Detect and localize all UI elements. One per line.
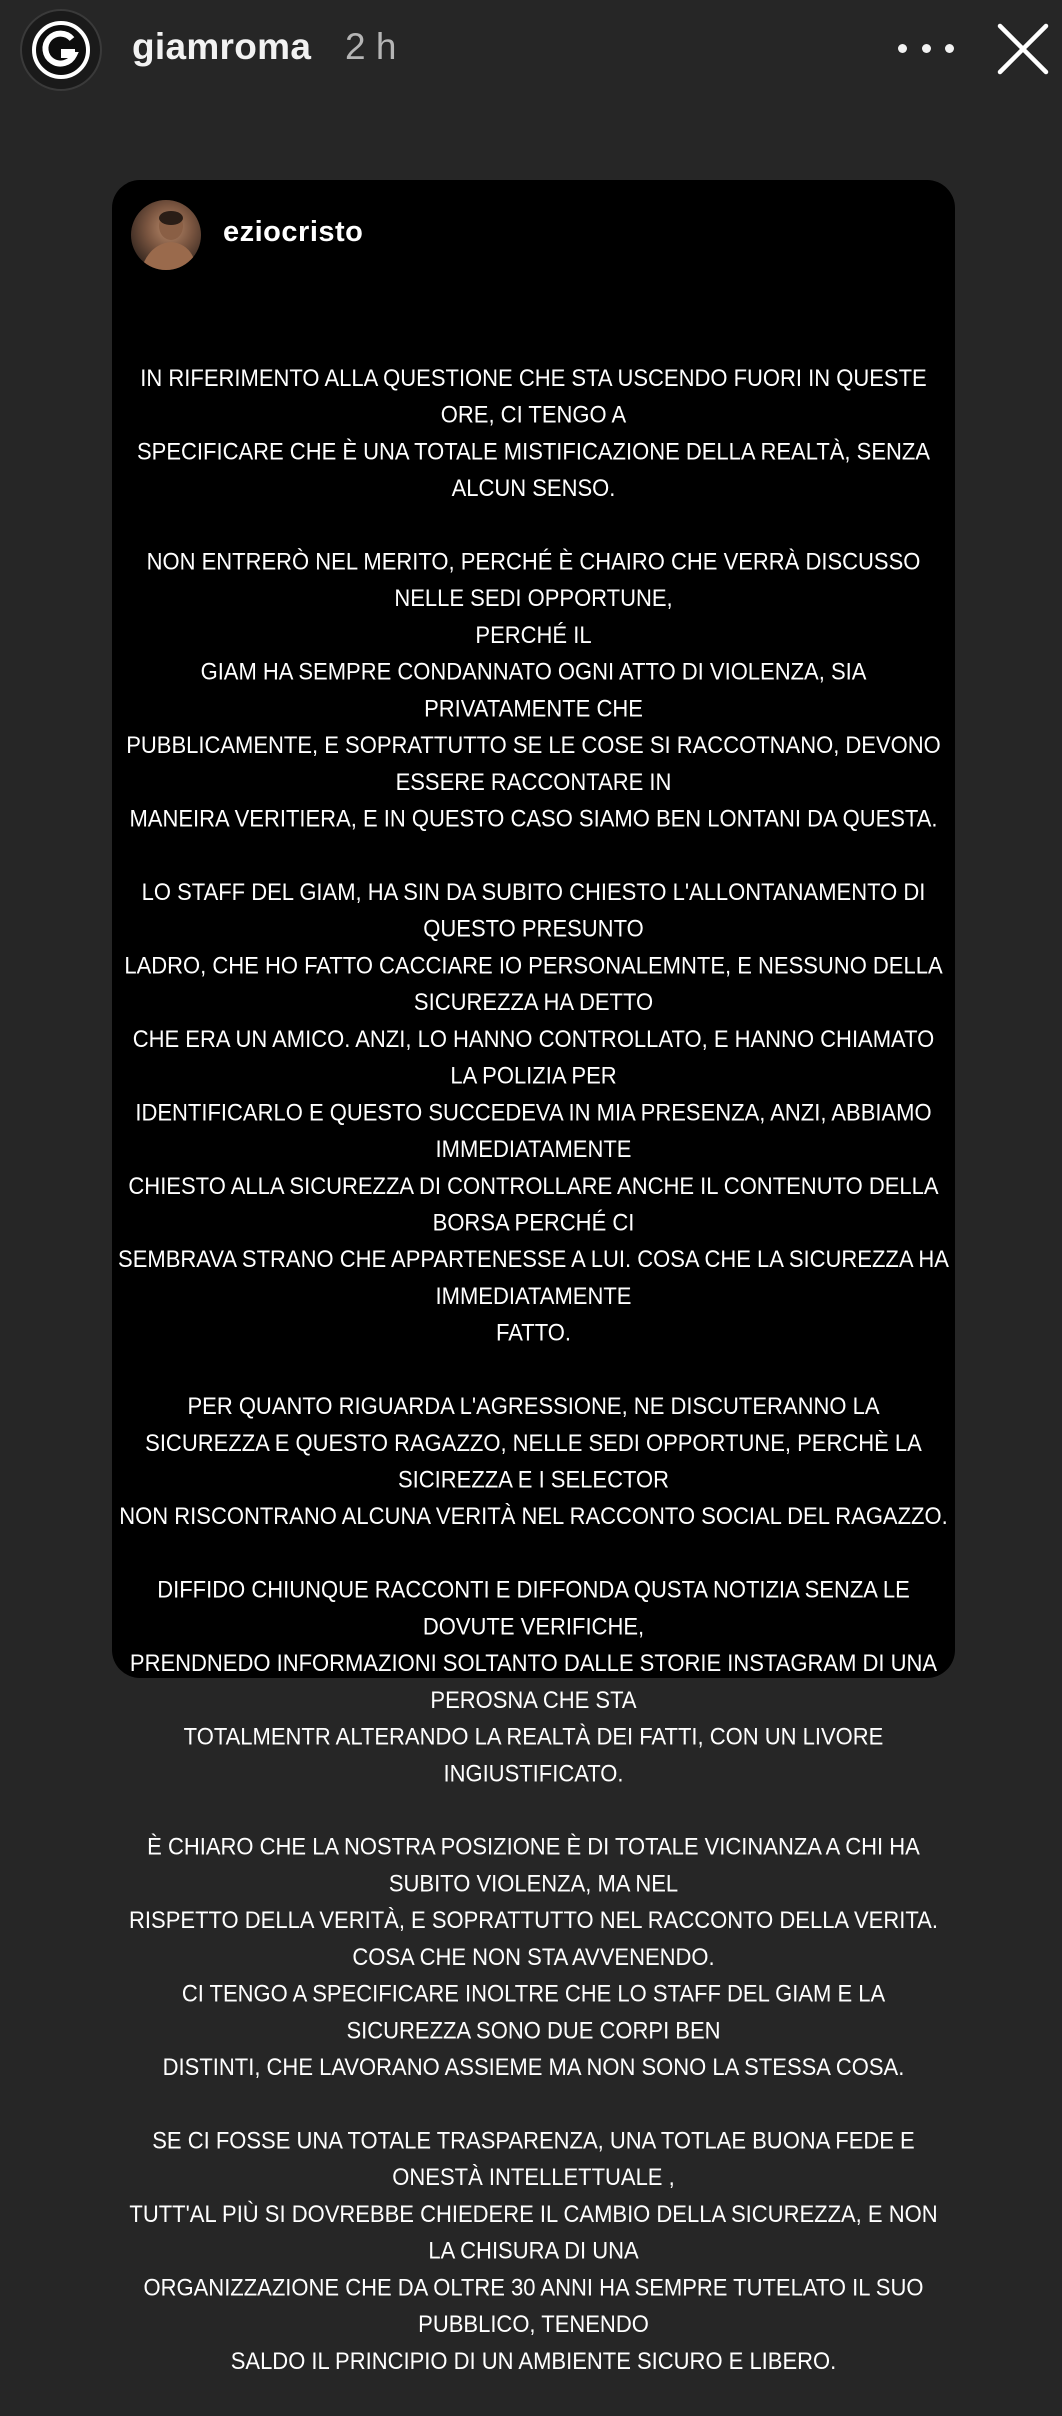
statement-line: ORGANIZZAZIONE CHE DA OLTRE 30 ANNI HA SEMPRE TUTELATO IL SUO PUBBLICO, TENENDO bbox=[143, 2273, 924, 2338]
story-header bbox=[0, 0, 1062, 100]
statement-line: SE CI FOSSE UNA TOTALE TRASPARENZA, UNA TOTLAE BUONA FEDE E ONESTÀ INTELLETTUALE , bbox=[152, 2126, 915, 2191]
profile-photo bbox=[131, 200, 201, 270]
statement-paragraph bbox=[112, 544, 955, 838]
statement-line: CHE ERA UN AMICO. ANZI, LO HANNO CONTROLLATO, E HANNO CHIAMATO LA POLIZIA PER bbox=[132, 1025, 935, 1089]
statement-paragraph bbox=[112, 1572, 955, 1792]
statement-line: TOTALMENTR ALTERANDO LA REALTÀ DEI FATTI, CON UN LIVORE INGIUSTIFICATO. bbox=[183, 1722, 884, 1787]
statement-line: SALDO IL PRINCIPIO DI UN AMBIENTE SICURO E LIBERO. bbox=[230, 2347, 837, 2375]
post-time: 2 h bbox=[345, 26, 397, 67]
statement-line: PRENDNEDO INFORMAZIONI SOLTANTO DALLE STORIE INSTAGRAM DI UNA PEROSNA CHE STA bbox=[129, 1649, 938, 1714]
statement-paragraph bbox=[112, 2123, 955, 2380]
author-avatar[interactable] bbox=[131, 200, 201, 270]
statement-line: IDENTIFICARLO E QUESTO SUCCEDEVA IN MIA PRESENZA, ANZI, ABBIAMO IMMEDIATAMENTE bbox=[135, 1098, 932, 1163]
statement-line: NON ENTRERÒ NEL MERITO, PERCHÉ È CHAIRO CHE VERRÀ DISCUSSO NELLE SEDI OPPORTUNE, bbox=[146, 547, 921, 612]
account-name[interactable]: giamroma bbox=[132, 26, 312, 67]
statement-line: RISPETTO DELLA VERITÀ, E SOPRATTUTTO NEL RACCONTO DELLA VERITA. bbox=[129, 1906, 938, 1934]
statement-line: LADRO, CHE HO FATTO CACCIARE IO PERSONALEMNTE, E NESSUNO DELLA SICUREZZA HA DETTO bbox=[124, 951, 943, 1016]
statement-line: LO STAFF DEL GIAM, HA SIN DA SUBITO CHIESTO L'ALLONTANAMENTO DI QUESTO PRESUNTO bbox=[141, 878, 926, 943]
shared-post-card[interactable] bbox=[112, 180, 955, 2375]
statement-line: MANEIRA VERITIERA, E IN QUESTO CASO SIAMO BEN LONTANI DA QUESTA. bbox=[129, 804, 938, 832]
statement-line: GIAM HA SEMPRE CONDANNATO OGNI ATTO DI VIOLENZA, SIA PRIVATAMENTE CHE bbox=[200, 658, 867, 722]
statement-paragraph bbox=[112, 1388, 955, 1535]
statement-line: FATTO. bbox=[496, 1319, 571, 1347]
statement-line: CHIESTO ALLA SICUREZZA DI CONTROLLARE ANCHE IL CONTENUTO DELLA BORSA PERCHÉ CI bbox=[128, 1172, 939, 1236]
statement-paragraph bbox=[112, 874, 955, 1351]
more-options-icon[interactable] bbox=[898, 30, 954, 66]
statement-line: CI TENGO A SPECIFICARE INOLTRE CHE LO STAFF DEL GIAM E LA SICUREZZA SONO DUE CORPI BEN bbox=[181, 1980, 886, 2044]
statement-paragraph bbox=[112, 1829, 955, 2086]
statement-text bbox=[112, 360, 955, 2416]
statement-line: TUTT'AL PIÙ SI DOVREBBE CHIEDERE IL CAMBIO DELLA SICUREZZA, E NON LA CHISURA DI UNA bbox=[129, 2200, 938, 2265]
statement-line: DISTINTI, CHE LAVORANO ASSIEME MA NON SONO LA STESSA COSA. bbox=[162, 2053, 905, 2081]
statement-line: SEMBRAVA STRANO CHE APPARTENESSE A LUI. COSA CHE LA SICUREZZA HA IMMEDIATAMENTE bbox=[118, 1245, 949, 1310]
statement-line: È CHIARO CHE LA NOSTRA POSIZIONE È DI TOTALE VICINANZA A CHI HA SUBITO VIOLENZA, MA NEL bbox=[147, 1833, 920, 1897]
statement-line: NON RISCONTRANO ALCUNA VERITÀ NEL RACCONTO SOCIAL DEL RAGAZZO. bbox=[119, 1502, 948, 1530]
account-avatar[interactable] bbox=[20, 9, 102, 91]
statement-line: COSA CHE NON STA AVVENENDO. bbox=[352, 1943, 715, 1971]
close-icon[interactable] bbox=[996, 22, 1050, 76]
statement-line: SICUREZZA E QUESTO RAGAZZO, NELLE SEDI OPPORTUNE, PERCHÈ LA SICIREZZA E I SELECTOR bbox=[145, 1429, 922, 1493]
statement-line: IN RIFERIMENTO ALLA QUESTIONE CHE STA USCENDO FUORI IN QUESTE ORE, CI TENGO A bbox=[140, 364, 927, 429]
statement-paragraph bbox=[112, 360, 955, 507]
statement-line: DIFFIDO CHIUNQUE RACCONTI E DIFFONDA QUSTA NOTIZIA SENZA LE DOVUTE VERIFICHE, bbox=[157, 1576, 910, 1640]
author-name[interactable]: eziocristo bbox=[223, 216, 364, 248]
statement-line: PUBBLICAMENTE, E SOPRATTUTTO SE LE COSE SI RACCOTNANO, DEVONO ESSERE RACCONTARE IN bbox=[126, 731, 941, 796]
statement-line: PERCHÉ IL bbox=[475, 621, 592, 649]
statement-line: PER QUANTO RIGUARDA L'AGRESSIONE, NE DISCUTERANNO LA bbox=[187, 1392, 880, 1420]
giam-logo-icon bbox=[30, 19, 92, 81]
statement-line: SPECIFICARE CHE È UNA TOTALE MISTIFICAZIONE DELLA REALTÀ, SENZA ALCUN SENSO. bbox=[137, 437, 930, 502]
